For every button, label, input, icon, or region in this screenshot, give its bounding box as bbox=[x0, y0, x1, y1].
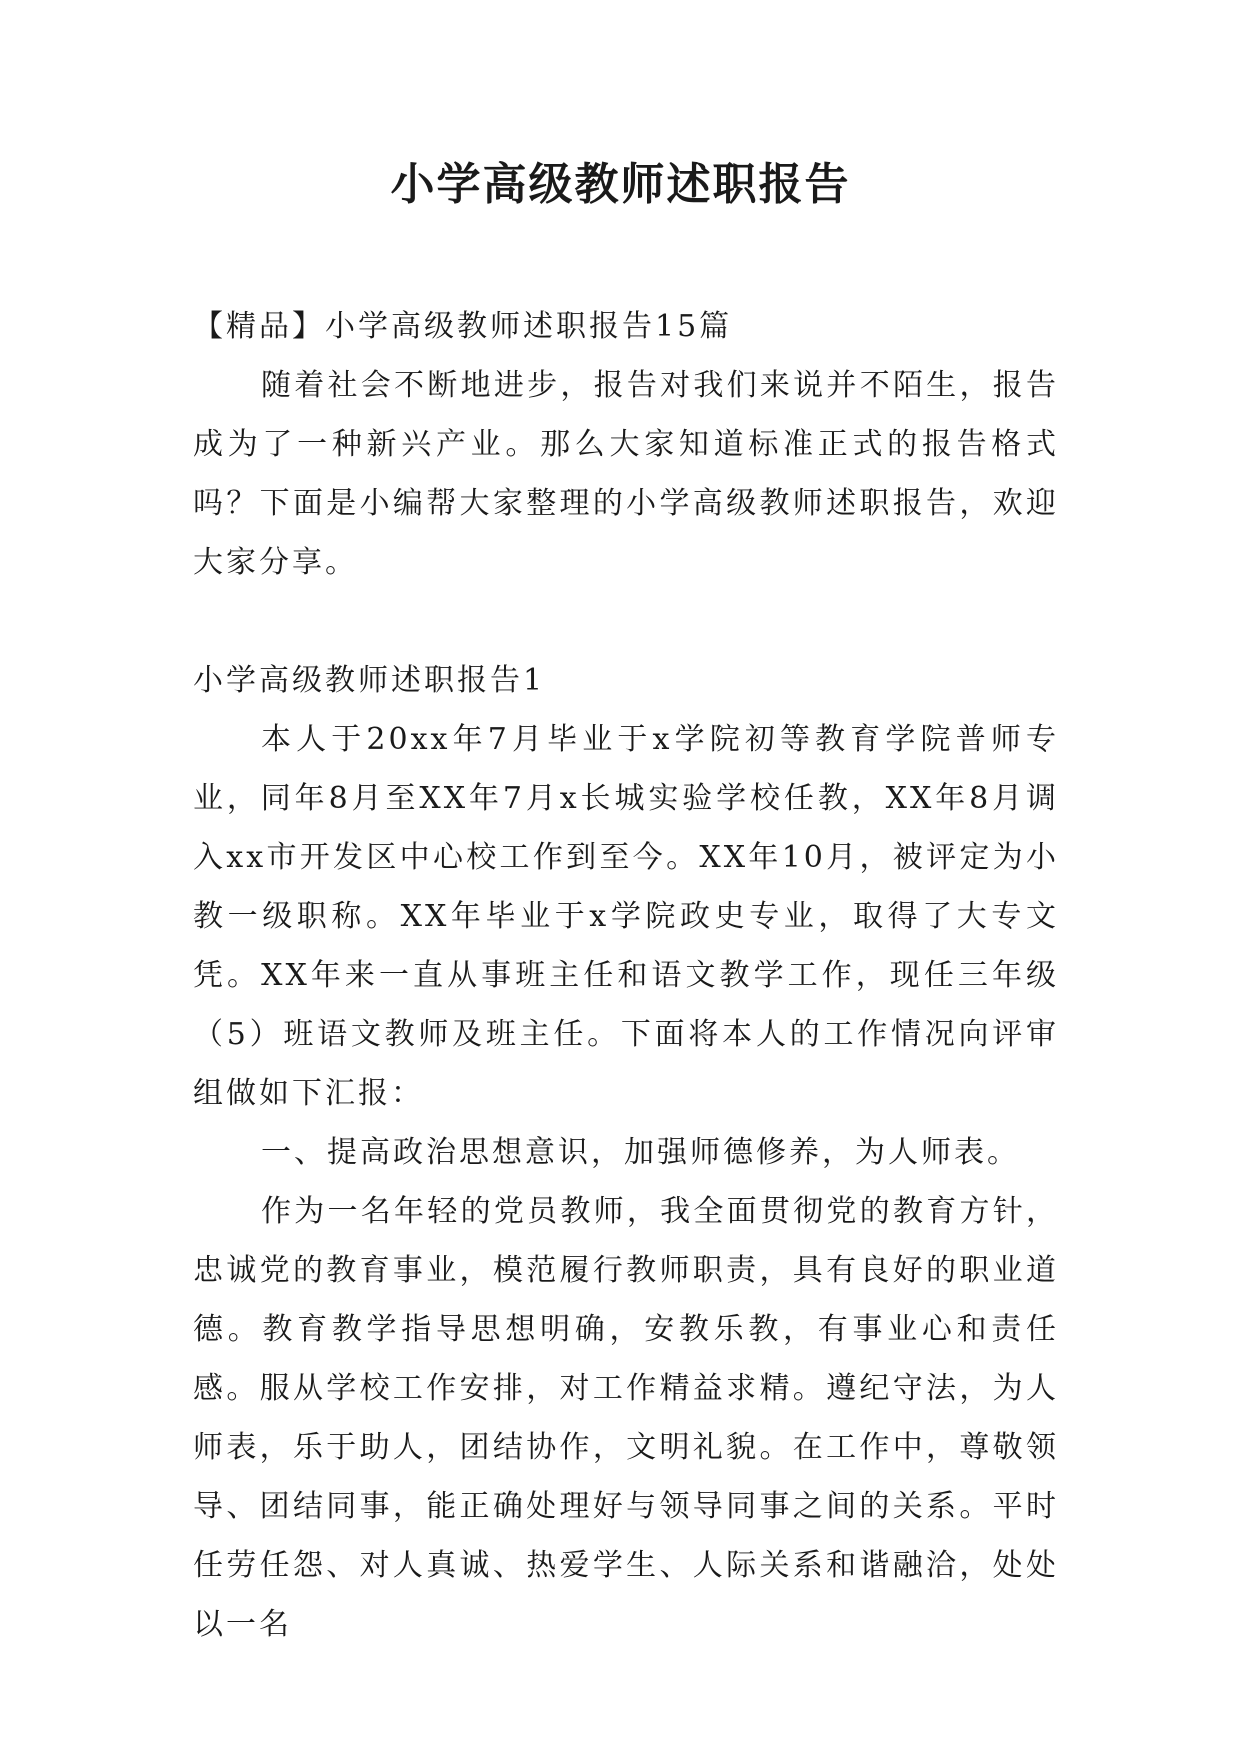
paragraph-gap bbox=[193, 592, 1059, 651]
body-paragraph-3: 作为一名年轻的党员教师，我全面贯彻党的教育方针，忠诚党的教育事业，模范履行教师职责，具有良好的职业道德。教育教学指导思想明确，安教乐教，有事业心和责任感。服从学校工作安排，对工作精益求精。遵纪守法，为人师表，乐于助人，团结协作，文明礼貌。在工作中，尊敬领导、团结同事，能正确处理好与领导同事之间的关系。平时任劳任怨、对人真诚、热爱学生、人际关系和谐融洽，处处以一名 bbox=[193, 1194, 1059, 1642]
document-subtitle: 【精品】小学高级教师述职报告15篇 bbox=[193, 309, 733, 344]
body-paragraph-2: 一、提高政治思想意识，加强师德修养，为人师表。 bbox=[261, 1135, 1020, 1170]
document-title: 小学高级教师述职报告 bbox=[390, 159, 851, 210]
body-paragraph-1: 本人于20xx年7月毕业于x学院初等教育学院普师专业，同年8月至XX年7月x长城实验学校任教，XX年8月调入xx市开发区中心校工作到至今。XX年10月，被评定为小教一级职称。XX年毕业于x学院政史专业，取得了大专文凭。XX年来一直从事班主任和语文教学工作，现任三年级（5）班语文教师及班主任。下面将本人的工作情况向评审组做如下汇报： bbox=[193, 722, 1059, 1111]
section-heading: 小学高级教师述职报告1 bbox=[193, 663, 546, 698]
document-body bbox=[193, 297, 1059, 1654]
intro-paragraph: 随着社会不断地进步，报告对我们来说并不陌生，报告成为了一种新兴产业。那么大家知道标准正式的报告格式吗？下面是小编帮大家整理的小学高级教师述职报告，欢迎大家分享。 bbox=[193, 368, 1059, 580]
